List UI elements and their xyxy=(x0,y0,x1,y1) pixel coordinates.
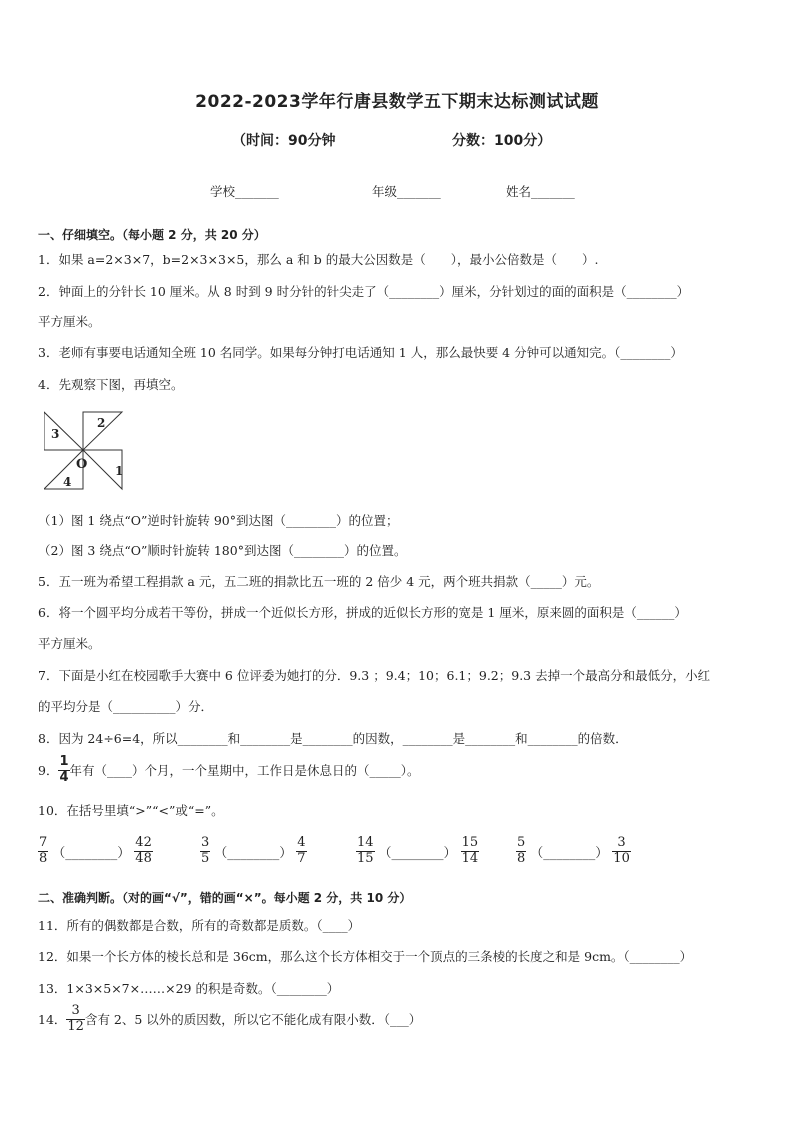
question-13: 13．1×3×5×7×……×29 的积是奇数。（________） xyxy=(38,981,340,996)
compare-item-1: $\frac{7}{8}$ （________） $\frac{42}{48}$ xyxy=(39,835,152,866)
section-2-heading: 二、准确判断。（对的画“√”，错的画“×”。每小题 2 分，共 10 分） xyxy=(38,891,412,905)
compare-item-3: $\frac{14}{15}$ （________） $\frac{15}{14}$ xyxy=(357,835,479,866)
question-14 xyxy=(38,1004,421,1035)
label-4: 4 xyxy=(63,475,72,489)
question-14-text: 含有 2、5 以外的质因数，所以它不能化成有限小数．（___） xyxy=(84,1012,422,1028)
question-11: 11．所有的偶数都是合数，所有的奇数都是质数。（____） xyxy=(38,918,361,933)
school-field: 学校_______ xyxy=(210,184,279,199)
grade-field: 年级_______ xyxy=(372,184,441,199)
section-1-heading: 一、仔细填空。（每小题 2 分，共 20 分） xyxy=(38,228,266,242)
question-2-cont: 平方厘米。 xyxy=(38,314,101,329)
label-1: 1 xyxy=(115,464,124,478)
question-1: 1．如果 a=2×3×7，b=2×3×3×5，那么 a 和 b 的最大公因数是（ ），最小公倍数是（ ）. xyxy=(38,252,599,267)
label-2: 2 xyxy=(97,416,106,430)
exam-time: （时间：90分钟 xyxy=(232,133,336,149)
question-4-2: （2）图 3 绕点“O”顺时针旋转 180°到达图（________）的位置。 xyxy=(38,543,407,558)
question-9 xyxy=(38,755,420,786)
compare-item-4: $\frac{5}{8}$ （________） $\frac{3}{10}$ xyxy=(517,835,630,866)
question-8: 8．因为 24÷6=4，所以________和________是________的因数，________是________和________的倍数． xyxy=(38,731,628,746)
question-5: 5．五一班为希望工程捐款 a 元，五二班的捐款比五一班的 2 倍少 4 元，两个班共捐款（_____）元。 xyxy=(38,574,600,589)
shape-3 xyxy=(44,412,83,450)
fraction-one-quarter: $\frac{1}{4}$ xyxy=(59,754,69,785)
name-field: 姓名_______ xyxy=(506,184,575,199)
question-14-number: 14． xyxy=(38,1012,67,1028)
question-9-text: 年有（____）个月，一个星期中，工作日是休息日的（_____）。 xyxy=(69,763,420,779)
question-4-1: （1）图 1 绕点“O”逆时针旋转 90°到达图（________）的位置； xyxy=(38,513,399,528)
pinwheel-figure xyxy=(44,410,126,492)
question-7-cont: 的平均分是（__________）分． xyxy=(38,699,214,714)
question-12: 12．如果一个长方体的棱长总和是 36cm，那么这个长方体相交于一个顶点的三条棱的长度之和是 9cm。（________） xyxy=(38,949,693,964)
label-3: 3 xyxy=(51,427,60,441)
question-10: 10．在括号里填“>”“<”或“=”。 xyxy=(38,803,224,818)
fraction-three-twelfths: $\frac{3}{12}$ xyxy=(67,1003,84,1034)
question-7: 7．下面是小红在校园歌手大赛中 6 位评委为她打的分．9.3 ；9.4；10；6.1；9.2；9.3 去掉一个最高分和最低分，小红 xyxy=(38,668,711,683)
question-2: 2．钟面上的分针长 10 厘米。从 8 时到 9 时分针的针尖走了（________）厘米，分针划过的面的面积是（________） xyxy=(38,284,690,299)
page-title: 2022-2023学年行唐县数学五下期末达标测试试题 xyxy=(195,92,599,112)
question-4: 4．先观察下图，再填空。 xyxy=(38,377,184,392)
question-3: 3．老师有事要电话通知全班 10 名同学。如果每分钟打电话通知 1 人，那么最快要 4 分钟可以通知完。（________） xyxy=(38,345,683,360)
label-o: O xyxy=(76,457,88,472)
exam-score: 分数：100分） xyxy=(452,133,552,149)
question-6: 6．将一个圆平均分成若干等份，拼成一个近似长方形，拼成的近似长方形的宽是 1 厘米，原来圆的面积是（______） xyxy=(38,605,687,620)
question-6-cont: 平方厘米。 xyxy=(38,636,101,651)
question-9-number: 9． xyxy=(38,763,59,779)
compare-item-2: $\frac{3}{5}$ （________） $\frac{4}{7}$ xyxy=(201,835,306,866)
